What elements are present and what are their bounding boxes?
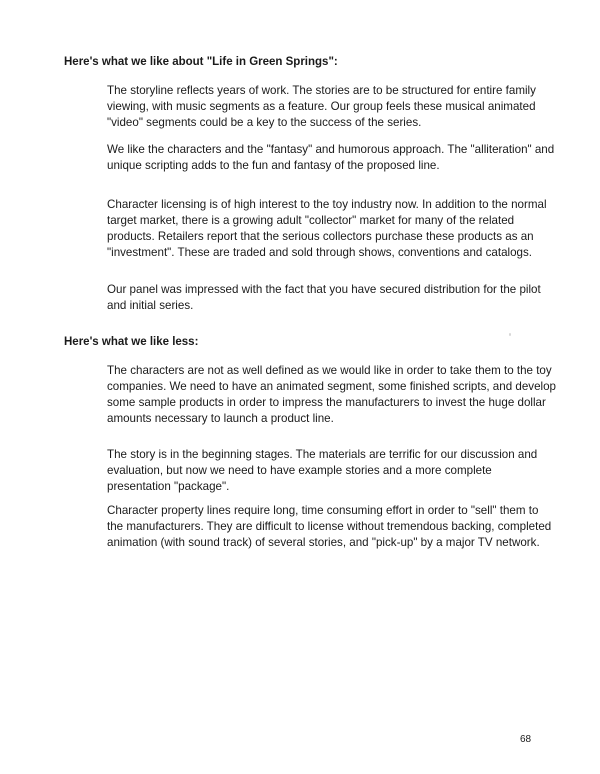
likes-heading: Here's what we like about "Life in Green Springs": bbox=[64, 56, 338, 68]
dislikes-paragraph-story: The story is in the beginning stages. The materials are terrific for our discussion and evaluation, but now we need to have example stories and a more complete presentation "package". bbox=[107, 448, 538, 493]
dislikes-heading: Here's what we like less: bbox=[64, 336, 199, 348]
dislikes-paragraph-property-lines: Character property lines require long, time consuming effort in order to "sell" them to the manufacturers. They are difficult to license without tremendous backing, completed animation (with sound track) of several stories, and "pick-up" by a major TV network. bbox=[107, 504, 552, 549]
dislikes-paragraph-characters: The characters are not as well defined as we would like in order to take them to the toy companies. We need to have an animated segment, some finished scripts, and develop some sample products in order to impress the manufacturers to invest the huge dollar amounts necessary to launch a product line. bbox=[107, 364, 556, 425]
likes-paragraph-distribution: Our panel was impressed with the fact that you have secured distribution for the pilot and initial series. bbox=[107, 283, 541, 312]
likes-paragraph-characters: We like the characters and the "fantasy" and humorous approach. The "alliteration" and unique scripting adds to the fun and fantasy of the proposed line. bbox=[107, 143, 555, 172]
likes-paragraph-storyline: The storyline reflects years of work. The stories are to be structured for entire family viewing, with music segments as a feature. Our group feels these musical animated "video" segments could be a key to the success of the series. bbox=[107, 84, 536, 129]
page-number: 68 bbox=[520, 734, 532, 745]
likes-paragraph-licensing: Character licensing is of high interest to the toy industry now. In addition to the normal target market, there is a growing adult "collector" market for many of the related products. Retailers report that the serious collectors purchase these products as an "investment". These are traded and sold through shows, conventions and catalogs. bbox=[107, 198, 547, 259]
scan-speck bbox=[509, 333, 511, 336]
